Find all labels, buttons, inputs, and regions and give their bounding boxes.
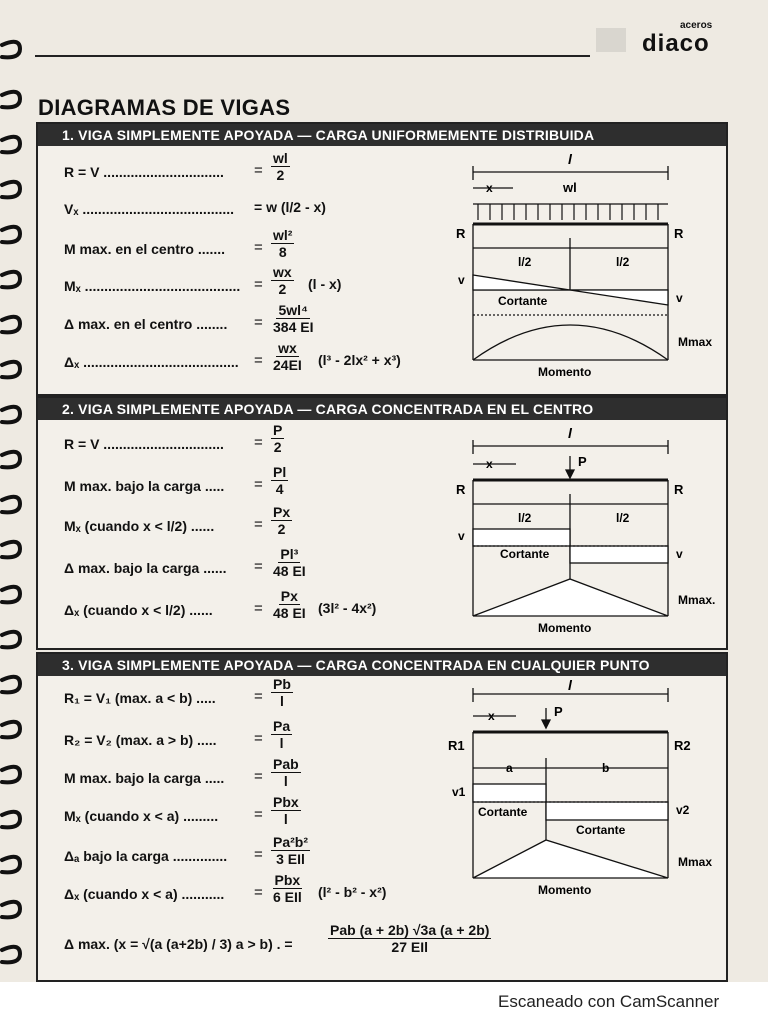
equals-sign: = [254,730,263,747]
numerator: Pb [273,676,291,692]
formula-fraction [271,227,294,260]
equals-sign: = [254,239,263,256]
numerator: Pa²b² [273,834,308,850]
formula-lhs: R₂ = V₂ (max. a > b) ..... [64,732,217,748]
numerator: Pl³ [280,546,299,562]
reaction-left-label: R1 [448,738,465,753]
formula-row [64,600,213,620]
denominator: 384 EI [273,319,314,335]
moment-label: Momento [538,621,592,635]
formula-lhs: M max. bajo la carga ..... [64,478,225,494]
x-label: x [488,709,495,723]
formula-row [64,434,224,454]
half-span-label: l/2 [518,511,532,525]
formula-row [64,846,227,866]
beam-diagram-center-load [438,424,718,642]
formula-lhs: Mₓ (cuando x < l/2) ...... [64,518,215,534]
formula-row [64,768,224,788]
reaction-right-label: R2 [674,738,691,753]
numerator: Pa [273,718,291,734]
reaction-right-label: R [674,482,684,497]
shear-left-label: v [458,273,465,287]
formula-row [64,276,240,296]
formula-fraction [271,834,310,867]
formula-tail: = w (l/2 - x) [254,199,326,215]
numerator: Pl [273,464,287,480]
numerator: Pab (a + 2b) √3a (a + 2b) [330,922,490,938]
equals-sign: = [254,314,263,331]
denominator: 8 [278,244,287,260]
formula-fraction [271,150,290,183]
denominator: 2 [276,167,285,183]
section-2-heading: 2. VIGA SIMPLEMENTE APOYADA — CARGA CONCENTRADA EN EL CENTRO [38,398,726,420]
equals-sign: = [254,476,263,493]
denominator: 3 EIl [276,851,305,867]
formula-row [64,199,234,219]
span-label: l [568,151,572,167]
shear-label: Cortante [500,547,550,561]
b-label: b [602,761,610,775]
shear-label: Cortante [478,805,528,819]
formula-fraction [271,422,284,455]
shear-right-label: v [676,291,683,305]
numerator: Pbx [273,794,299,810]
reaction-left-label: R [456,226,466,241]
formula-lhs: R₁ = V₁ (max. a < b) ..... [64,690,216,706]
logo-main-text: diaco [642,30,710,57]
formula-row [64,476,224,496]
beam-diagram-uniform [438,150,718,388]
denominator: l [279,735,284,751]
beam-diagram-any-point [438,680,718,900]
half-span-label: l/2 [616,511,630,525]
page-title: DIAGRAMAS DE VIGAS [38,95,291,120]
header-rule [35,55,590,57]
section-2 [36,396,728,650]
formula-row [64,934,293,954]
span-label: l [568,680,572,693]
formula-row [64,239,225,259]
formula-lhs: Vₓ ....................................... [64,201,235,217]
equals-sign: = [254,276,263,293]
load-label: P [554,704,563,719]
formula-row [64,884,224,904]
formula-lhs: R = V ............................... [64,436,224,452]
moment-max-label: Mmax. [678,593,716,607]
numerator: Pbx [274,872,301,888]
equals-sign: = [254,434,263,451]
spiral-binding [0,0,26,1000]
equals-sign: = [254,162,263,179]
moment-label: Momento [538,883,592,897]
formula-fraction [271,302,315,335]
formula-fraction [271,504,292,537]
section-1 [36,122,728,396]
a-label: a [506,761,513,775]
x-label: x [486,457,493,471]
denominator: 2 [273,439,282,455]
equals-sign: = [254,806,263,823]
numerator: Px [273,504,291,520]
formula-tail: (l - x) [308,276,342,292]
logo-mark [596,28,626,52]
moment-max-label: Mmax [678,855,713,869]
denominator: l [283,811,288,827]
numerator: wx [273,264,292,280]
numerator: wl² [273,227,293,243]
formula-lhs: Δₓ (cuando x < l/2) ...... [64,602,213,618]
formula-fraction [271,264,294,297]
numerator: wl [273,150,288,166]
formula-lhs: Mₓ ........................................ [64,278,241,294]
denominator: 48 EI [273,605,306,621]
formula-row [64,558,227,578]
section-3-heading: 3. VIGA SIMPLEMENTE APOYADA — CARGA CONCENTRADA EN CUALQUIER PUNTO [38,654,726,676]
equals-sign: = [254,846,263,863]
formula-lhs: Δ max. (x = √(a (a+2b) / 3) a > b) . = [64,936,293,952]
formula-lhs: M max. en el centro ....... [64,241,226,257]
x-label: x [486,181,493,195]
formula-lhs: M max. bajo la carga ..... [64,770,225,786]
section-1-heading: 1. VIGA SIMPLEMENTE APOYADA — CARGA UNIFORMEMENTE DISTRIBUIDA [38,124,726,146]
formula-fraction [271,794,301,827]
numerator: Pab [273,756,299,772]
formula-tail: (l³ - 2lx² + x³) [318,352,401,368]
equals-sign: = [254,516,263,533]
numerator: P [273,422,283,438]
moment-max-label: Mmax [678,335,713,349]
equals-sign: = [254,768,263,785]
reaction-right-label: R [674,226,684,241]
formula-fraction [271,588,308,621]
shear-right-label: v2 [676,803,690,817]
formula-fraction [271,464,288,497]
equals-sign: = [254,352,263,369]
section-3 [36,652,728,982]
formula-row [64,162,224,182]
half-span-label: l/2 [616,255,630,269]
formula-row [64,688,216,708]
denominator: 4 [275,481,284,497]
equals-sign: = [254,884,263,901]
formula-lhs: Δₓ ........................................ [64,354,239,370]
denominator: 48 EI [273,563,306,579]
shear-right-label: v [676,547,683,561]
formula-lhs: R = V ............................... [64,164,224,180]
denominator: 2 [278,281,287,297]
formula-lhs: Δₓ (cuando x < a) ........... [64,886,225,902]
shear-left-label: v [458,529,465,543]
formula-lhs: Δₐ bajo la carga .............. [64,848,228,864]
formula-fraction [271,756,301,789]
equals-sign: = [254,600,263,617]
logo-small-text: aceros [680,20,713,31]
denominator: 6 EIl [273,889,302,905]
formula-lhs: Mₓ (cuando x < a) ......... [64,808,219,824]
denominator: l [280,693,284,709]
formula-row [64,730,217,750]
formula-row [64,516,214,536]
load-label: wl [563,180,577,195]
formula-fraction [271,546,308,579]
moment-label: Momento [538,365,592,379]
formula-lhs: Δ max. bajo la carga ...... [64,560,227,576]
formula-fraction [271,872,304,905]
reaction-left-label: R [456,482,466,497]
numerator: Px [280,588,298,604]
formula-row [64,352,239,372]
formula-row [64,314,227,334]
numerator: 5wl⁴ [278,302,308,318]
half-span-label: l/2 [518,255,532,269]
formula-lhs: Δ max. en el centro ........ [64,316,228,332]
scanner-footer: Escaneado con CamScanner [498,992,720,1011]
shear-label: Cortante [498,294,548,308]
numerator: wx [278,340,297,356]
denominator: 2 [277,521,286,537]
formula-row [64,806,218,826]
equals-sign: = [254,688,263,705]
shear-label: Cortante [576,823,626,837]
formula-fraction [328,922,491,955]
span-label: l [568,425,572,441]
formula-fraction [271,718,292,751]
formula-tail: (l² - b² - x²) [318,884,387,900]
shear-left-label: v1 [452,785,466,799]
formula-fraction [271,676,293,709]
load-label: P [578,454,587,469]
equals-sign: = [254,558,263,575]
formula-tail: (3l² - 4x²) [318,600,377,616]
denominator: 24EI [273,357,302,373]
denominator: 27 EIl [391,939,428,955]
formula-fraction [271,340,304,373]
denominator: l [283,773,288,789]
